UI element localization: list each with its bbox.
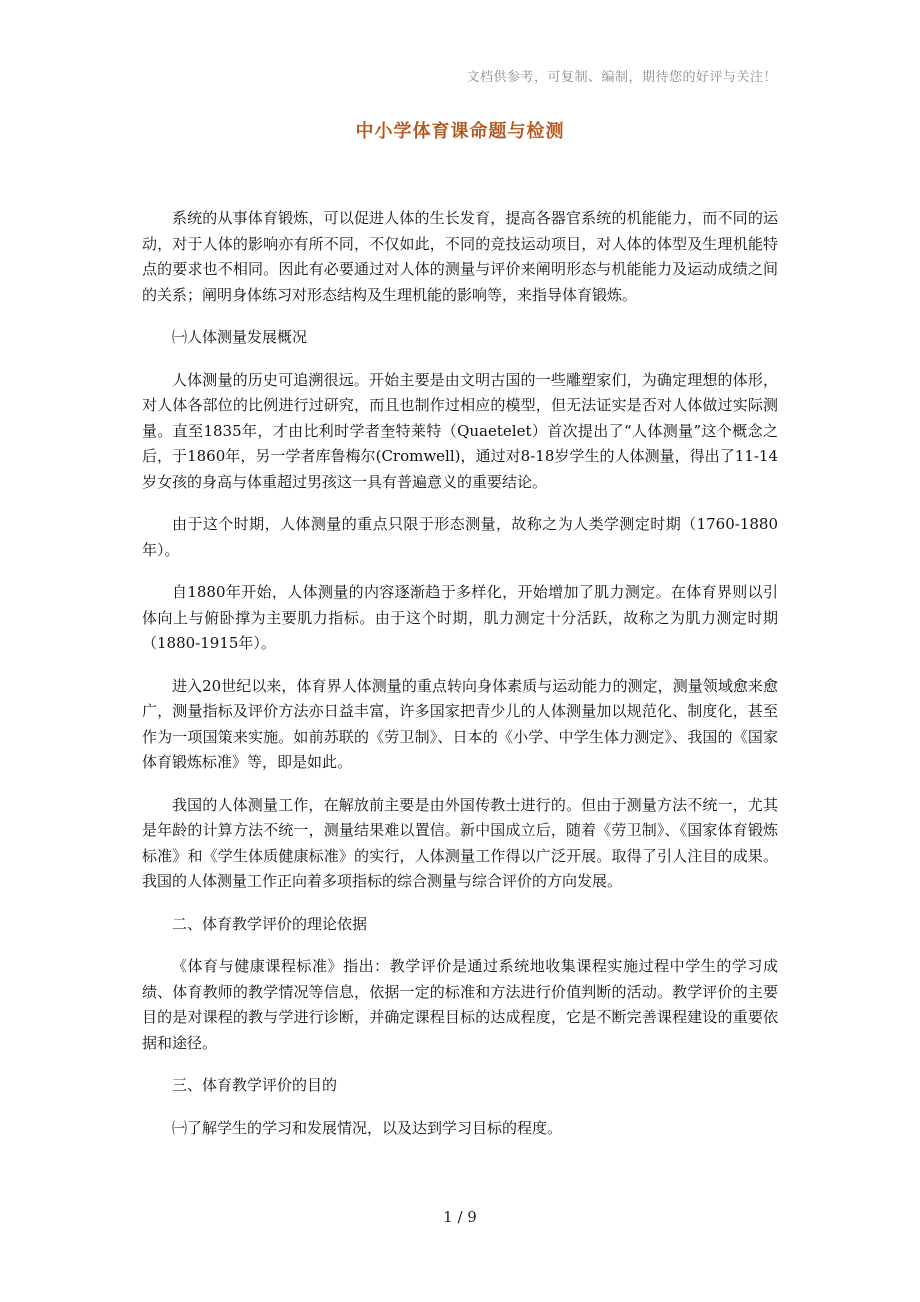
paragraph-history: 人体测量的历史可追溯很远。开始主要是由文明古国的一些雕塑家们，为确定理想的体形，对人体各部位的比例进行过研究，而且也制作过相应的模型，但无法证实是否对人体做过实际测量。直至1835年，才由比利时学者奎特莱特（Quaetelet）首次提出了“人体测量”这个概念之后，于1860年，另一学者库鲁梅尔(Cromwell)，通过对8-18岁学生的人体测量，得出了11-14岁女孩的身高与体重超过男孩这一具有普遍意义的重要结论。	[142, 370, 778, 491]
header-note: 文档供参考，可复制、编制，期待您的好评与关注！	[466, 70, 777, 85]
paragraph-intro: 系统的从事体育锻炼，可以促进人体的生长发育，提高各器官系统的机能能力，而不同的运动，对于人体的影响亦有所不同，不仅如此，不同的竞技运动项目，对人体的体型及生理机能特点的要求也不相同。因此有必要通过对人体的测量与评价来阐明形态与机能能力及运动成绩之间的关系；阐明身体练习对形态结构及生理机能的影响等，来指导体育锻炼。	[142, 209, 778, 304]
paragraph-china: 我国的人体测量工作，在解放前主要是由外国传教士进行的。但由于测量方法不统一，尤其是年龄的计算方法不统一，测量结果难以置信。新中国成立后，随着《劳卫制》、《国家体育锻炼标准》和《学生体质健康标准》的实行，人体测量工作得以广泛开展。取得了引人注目的成果。我国的人体测量工作正向着多项指标的综合测量与综合评价的方向发展。	[142, 795, 778, 890]
section-heading-theory: 二、体育教学评价的理论依据	[172, 914, 368, 933]
paragraph-20th-century: 进入20世纪以来，体育界人体测量的重点转向身体素质与运动能力的测定，测量领域愈来愈广，测量指标及评价方法亦日益丰富，许多国家把青少儿的人体测量加以规范化、制度化，甚至作为一项国策来实施。如前苏联的《劳卫制》、日本的《小学、中学生体力测定》、我国的《国家体育锻炼标准》等，即是如此。	[142, 676, 778, 771]
paragraph-strength-period: 自1880年开始，人体测量的内容逐渐趋于多样化，开始增加了肌力测定。在体育界则以引体向上与俯卧撑为主要肌力指标。由于这个时期，肌力测定十分活跃，故称之为肌力测定时期（1880-1915年）。	[142, 583, 778, 652]
document-title: 中小学体育课命题与检测	[355, 121, 565, 142]
section-heading-history: ㈠人体测量发展概况	[172, 328, 308, 346]
section-heading-purpose: 三、体育教学评价的目的	[172, 1076, 338, 1094]
paragraph-standard: 《体育与健康课程标准》指出：教学评价是通过系统地收集课程实施过程中学生的学习成绩、体育教师的教学情况等信息，依据一定的标准和方法进行价值判断的活动。教学评价的主要目的是对课程的教与学进行诊断，并确定课程目标的达成程度，它是不断完善课程建设的重要依据和途径。	[142, 957, 778, 1052]
paragraph-anthropology-period: 由于这个时期，人体测量的重点只限于形态测量，故称之为人类学测定时期（1760-1880年）。	[142, 515, 778, 559]
page-number: 1 / 9	[443, 1208, 477, 1226]
paragraph-purpose-1: ㈠了解学生的学习和发展情况，以及达到学习目标的程度。	[172, 1118, 563, 1137]
document-body	[142, 206, 778, 1158]
